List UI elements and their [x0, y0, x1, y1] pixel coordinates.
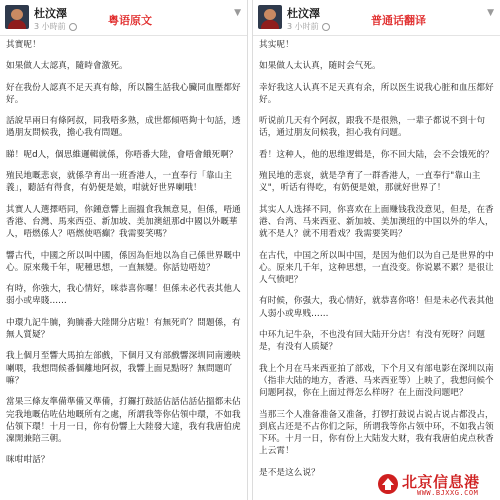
post-body — [253, 36, 500, 479]
post-time-label: 3 小时前 — [287, 22, 319, 31]
post-paragraph: 我上個月至響大馬拍左部戲，下個月又有部戲響深圳同南邊映喇喂，我想問候番個離地阿叔，我響上面見點呀？無問題吖嘛？ — [6, 351, 241, 386]
post-paragraph: 看！这种人，他的思维逻辑是，你不回大陆，会不会饿死的？ — [259, 149, 494, 160]
logo-name: 北京信息港 — [402, 473, 480, 491]
post-time — [287, 21, 330, 32]
globe-icon — [322, 23, 330, 31]
avatar[interactable] — [5, 5, 29, 29]
post-paragraph: 好在我份人認真不足天真有餘，所以醫生話我心臟同血壓都好好。 — [6, 82, 241, 105]
chevron-down-icon[interactable]: ▼ — [234, 8, 241, 18]
post-paragraph: 其实人人选择不同，你喜欢在上面赚钱我没意见，但是，在香港、台湾、马来西亚、新加坡、美加澳纽的中国以外的华人，就不是人？就不用看戏？我需要笑吗？ — [259, 204, 494, 240]
post-header — [253, 0, 500, 36]
avatar[interactable] — [258, 5, 282, 29]
post-paragraph: 其實呢！ — [6, 40, 41, 50]
post-paragraph: 響古代，中國之所以叫中國，係因為佢地以為自己係世界嘅中心。原來幾千年，呢種思想，一直無變。你話攰唔攰？ — [6, 250, 241, 273]
logo-url: WWW.BJXXG.COM — [417, 489, 479, 497]
post-paragraph: 是不是这么说？ — [259, 467, 320, 478]
post-paragraph: 其实呢！ — [259, 40, 294, 50]
language-tag: 粤语原文 — [108, 14, 152, 27]
post-time-label: 3 小時前 — [34, 22, 66, 31]
post-panel-original — [0, 0, 248, 500]
post-paragraph: 殖民地的悲哀，就是孕育了一群香港人，一直奉行"靠山主义"，听话有得吃，有奶便是娘，那就好世界了！ — [259, 171, 481, 194]
post-paragraph: 其實人人選擇唔同，你鍾意響上面搵食我無意見，但係，唔通香港、台灣、馬來西亞、新加坡、美加澳紐那d中國以外嘅華人，唔燃係人？唔燃使唔癲？我需要笑嗎？ — [6, 204, 241, 240]
language-tag: 普通话翻译 — [371, 14, 426, 27]
post-paragraph: 听说前几天有个阿叔，跟我不是很熟，一辈子都说不到十句话，通过朋友问候我，担心我有问题。 — [259, 116, 486, 139]
post-paragraph: 睇！呢d人，個思維邏輯就係，你唔番大陸，會唔會餓死啊？ — [6, 149, 238, 160]
post-paragraph: 当那三个人准备准备又准备，打锣打鼓说占说占说占都没占，到底占还是不占你们之际，所谓我等你占领中环，不如我占领下环。十月一日，你有份上大陆发大财，我有我唐伯虎点秋香上云霄！ — [259, 409, 494, 457]
post-paragraph: 在古代，中国之所以叫中国，是因为他们以为自己是世界的中心。原来几千年，这种思想，一直没变。你说累不累？是很让人气愤吧？ — [259, 250, 494, 286]
author-name[interactable]: 杜汶澤 — [34, 7, 67, 20]
post-time — [34, 21, 77, 32]
post-paragraph: 有时候，你强大，我心情好，就恭喜你咯！但是未必代表其他人弱小或卑贱…… — [259, 296, 494, 319]
post-paragraph: 如果做人太認真，隨時會激死。 — [6, 61, 128, 72]
author-name[interactable]: 杜汶澤 — [287, 7, 320, 20]
post-paragraph: 咪咁咁話？ — [6, 455, 50, 466]
post-paragraph: 幸好我这人认真不足天真有余，所以医生说我心脏和血压都好好。 — [259, 82, 494, 105]
post-paragraph: 有時，你強大，我心情好，咪恭喜你囉！但係未必代表其他人弱小或卑賤…… — [6, 284, 241, 307]
post-paragraph: 我上个月在马来西亚拍了部戏，下个月又有部电影在深圳以南（指非大陆的地方，香港、马来西亚等）上映了，我想问候个问题阿叔，你在上面过得怎么样呀？在上面没问题吧？ — [259, 363, 494, 399]
watermark-logo — [372, 468, 500, 500]
post-paragraph: 中环九记牛杂，不也没有回大陆开分店！有没有死呀？问题是，有没有人质疑？ — [259, 330, 486, 353]
post-paragraph: 中環九記牛腩，狗腩番大陸開分店啦！有無死吖？問題係，有無人質疑？ — [6, 317, 241, 341]
logo-mark-icon — [377, 473, 399, 495]
post-panel-translation — [252, 0, 500, 500]
post-paragraph: 如果做人太认真，随时会气死。 — [259, 61, 381, 72]
post-paragraph: 話說早兩日有條阿叔，同我唔多熟，成世都傾唔夠十句話，透過朋友問候我，擔心我有問題。 — [6, 116, 241, 139]
post-paragraph: 當果三條友準備準備又準備，打鑼打鼓話佔話佔話佔搵都未佔完我地嘅佔咗佔地嘅所有之處，所謂我等你佔領中環，不如我佔領下環！十月一日，你有份響上大陸發大達，我有我唐伯虎凜開兼陪三朝。 — [6, 397, 241, 445]
chevron-down-icon[interactable]: ▼ — [487, 8, 494, 18]
post-paragraph: 殖民地嘅悲哀，就係孕育出一班香港人，一直奉行「靠山主義」，聽話有得食，有奶便是娘，咁就好世界喇哦！ — [6, 171, 233, 194]
post-header — [0, 0, 247, 36]
post-body — [0, 36, 247, 467]
globe-icon — [69, 23, 77, 31]
